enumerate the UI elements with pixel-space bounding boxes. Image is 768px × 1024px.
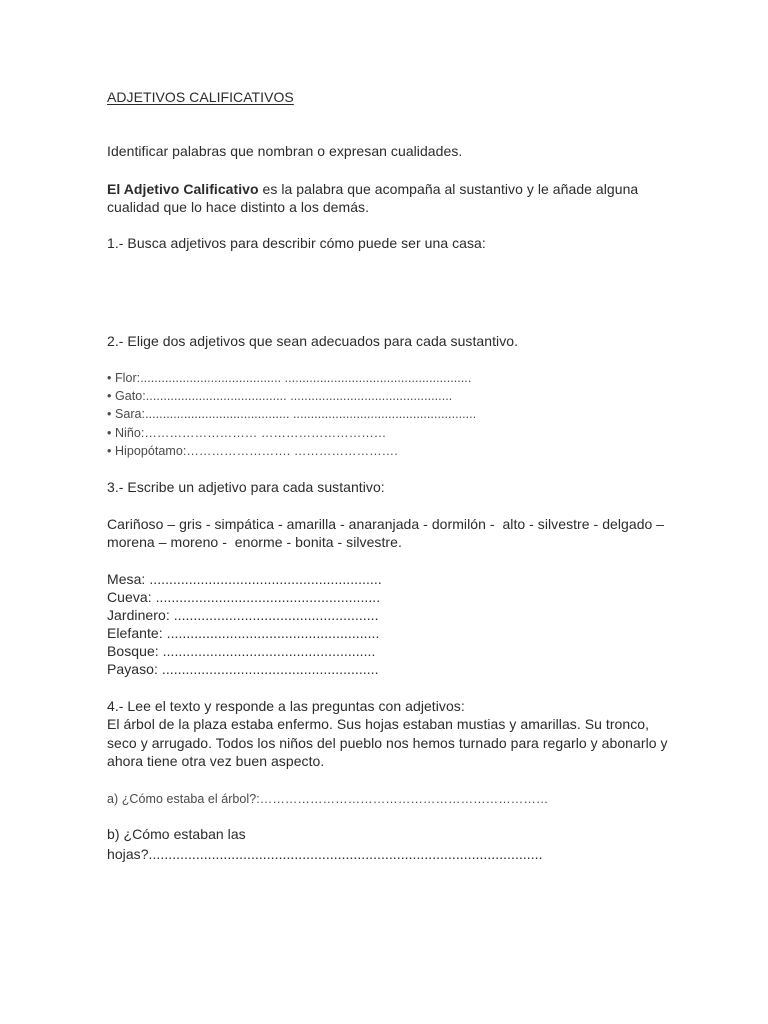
exercise-2-prompt: 2.- Elige dos adjetivos que sean adecuados para cada sustantivo.	[107, 333, 519, 349]
exercise-4-question-b-line-2: hojas?....................................................................................................	[107, 846, 543, 862]
exercise-3-item-bosque: Bosque: ......................................................	[107, 643, 376, 659]
exercise-4-question-b-line-1: b) ¿Cómo estaban las	[107, 826, 246, 842]
definition-line-2: cualidad que lo hace distinto a los demás.	[107, 199, 370, 215]
exercise-2-item-nino: • Niño:……………………… …………………………	[107, 426, 387, 440]
exercise-4-text-line-1: El árbol de la plaza estaba enfermo. Sus hojas estaban mustias y amarillas. Su tronco,	[107, 716, 650, 732]
exercise-1-prompt: 1.- Busca adjetivos para describir cómo puede ser una casa:	[107, 235, 486, 251]
exercise-4-prompt: 4.- Lee el texto y responde a las preguntas con adjetivos:	[107, 698, 465, 714]
exercise-2-item-hipopotamo: • Hipopótamo:……………………. …………………….	[107, 444, 398, 458]
exercise-2-item-flor: • Flor:........................................ .....................................................	[107, 371, 472, 385]
exercise-4-text-line-3: ahora tiene otra vez buen aspecto.	[107, 753, 325, 769]
exercise-2-item-sara: • Sara:......................................... ....................................................	[107, 407, 477, 421]
document-page	[107, 0, 707, 1024]
word-bank-line-1: Cariñoso – gris - simpática - amarilla - anaranjada - dormilón - alto - silvestre - delgado –	[107, 516, 665, 532]
exercise-3-item-elefante: Elefante: ......................................................	[107, 625, 380, 641]
definition-line-1	[107, 180, 638, 198]
exercise-4-question-a: a) ¿Cómo estaba el árbol?:……………………………………………………………	[107, 792, 549, 806]
exercise-4-text-line-2: seco y arrugado. Todos los niños del pueblo nos hemos turnado para regarlo y abonarlo y	[107, 735, 668, 751]
definition-rest: es la palabra que acompaña al sustantivo y le añade alguna	[258, 181, 639, 197]
definition-term: El Adjetivo Calificativo	[107, 181, 259, 197]
exercise-3-item-cueva: Cueva: .........................................................	[107, 589, 381, 605]
objective-text: Identificar palabras que nombran o expresan cualidades.	[107, 143, 463, 159]
document-title: ADJETIVOS CALIFICATIVOS	[107, 89, 294, 105]
exercise-3-item-jardinero: Jardinero: ....................................................	[107, 607, 379, 623]
word-bank-line-2: morena – moreno - enorme - bonita - silvestre.	[107, 534, 402, 550]
exercise-3-item-mesa: Mesa: ...........................................................	[107, 571, 382, 587]
exercise-2-item-gato: • Gato:........................................ ..............................................	[107, 389, 453, 403]
exercise-3-prompt: 3.- Escribe un adjetivo para cada sustantivo:	[107, 479, 385, 495]
exercise-3-item-payaso: Payaso: .......................................................	[107, 661, 379, 677]
